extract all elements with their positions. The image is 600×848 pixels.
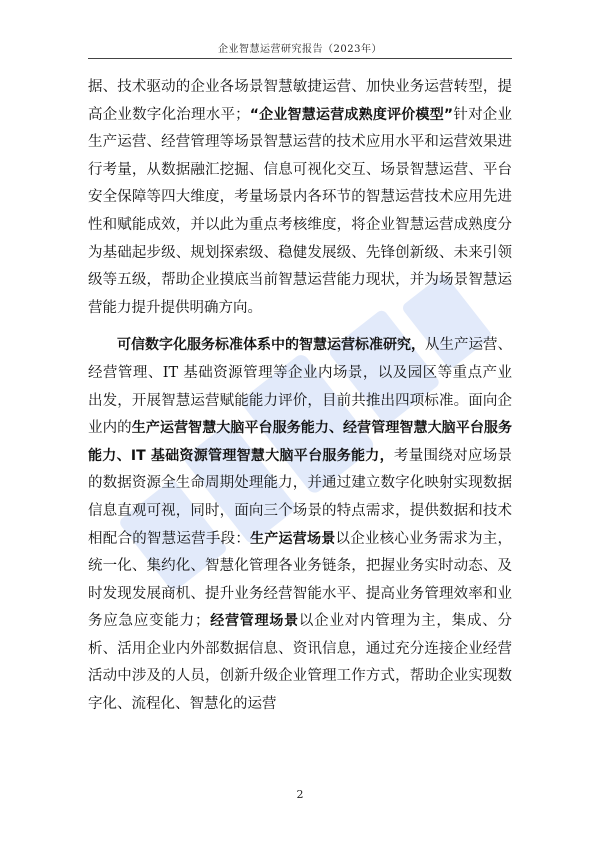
text-segment: 从生产运营、经营管理、IT 基础资源管理等企业内场景，以及园区等重点产业出发，开展智慧运营赋能能力评价，目前共推出四项标准。面向企业内的 [88,337,512,437]
paragraph-maturity-model [88,74,512,322]
running-header: 企业智慧运营研究报告（2023年） [218,44,382,55]
bold-term: 经营管理场景 [209,613,299,630]
text-segment: 据、技术驱动的企业各场景智慧敏捷运营、加快业务运营转型，提高企业数字化治理水平； [88,79,512,123]
text-segment: 以企业对内管理为主，集成、分析、活用企业内外部数据信息、资讯信息，通过充分连接企业经营活动中涉及的人员，创新升级企业管理工作方式，帮助企业实现数字化、流程化、智慧化的运营 [88,613,513,713]
page-number: 2 [296,788,304,801]
text-segment: 以企业核心业务需求为主，统一化、集约化、智慧化管理各业务链条，把握业务实时动态、及时发现发展商机、提升业务经营智能水平、提高业务管理效率和业务应急应变能力； [88,530,513,630]
header-rule [88,58,512,59]
text-segment: 考量围绕对应场景的数据资源全生命周期处理能力，并通过建立数字化映射实现数据信息直观可视，同时，面向三个场景的特点需求，提供数据和技术相配合的智慧运营手段： [88,447,512,547]
paragraph-standards-research [88,332,512,718]
report-body [88,74,512,719]
bold-term: “企业智慧运营成熟度评价模型” [249,106,454,123]
bold-term: 可信数字化服务标准体系中的智慧运营标准研究， [117,337,425,354]
text-segment: 针对企业生产运营、经营管理等场景智慧运营的技术应用水平和运营效果进行考量，从数据融汇挖掘、信息可视化交互、场景智慧运营、平台安全保障等四大维度，考量场景内各环节的智慧运营技术应用先进性和赋能成效，并以此为重点考核维度，将企业智慧运营成熟度分为基础起步级、规划探索级、稳健发展级、先锋创新级、未来引领级等五级，帮助企业摸底当前智慧运营能力现状，并为场景智慧运营能力提升提供明确方向。 [88,106,513,316]
bold-term: 生产运营智慧大脑平台服务能力、经营管理智慧大脑平台服务能力、IT 基础资源管理智慧大脑平台服务能力， [88,420,513,464]
bold-term: 生产运营场景 [250,530,336,547]
